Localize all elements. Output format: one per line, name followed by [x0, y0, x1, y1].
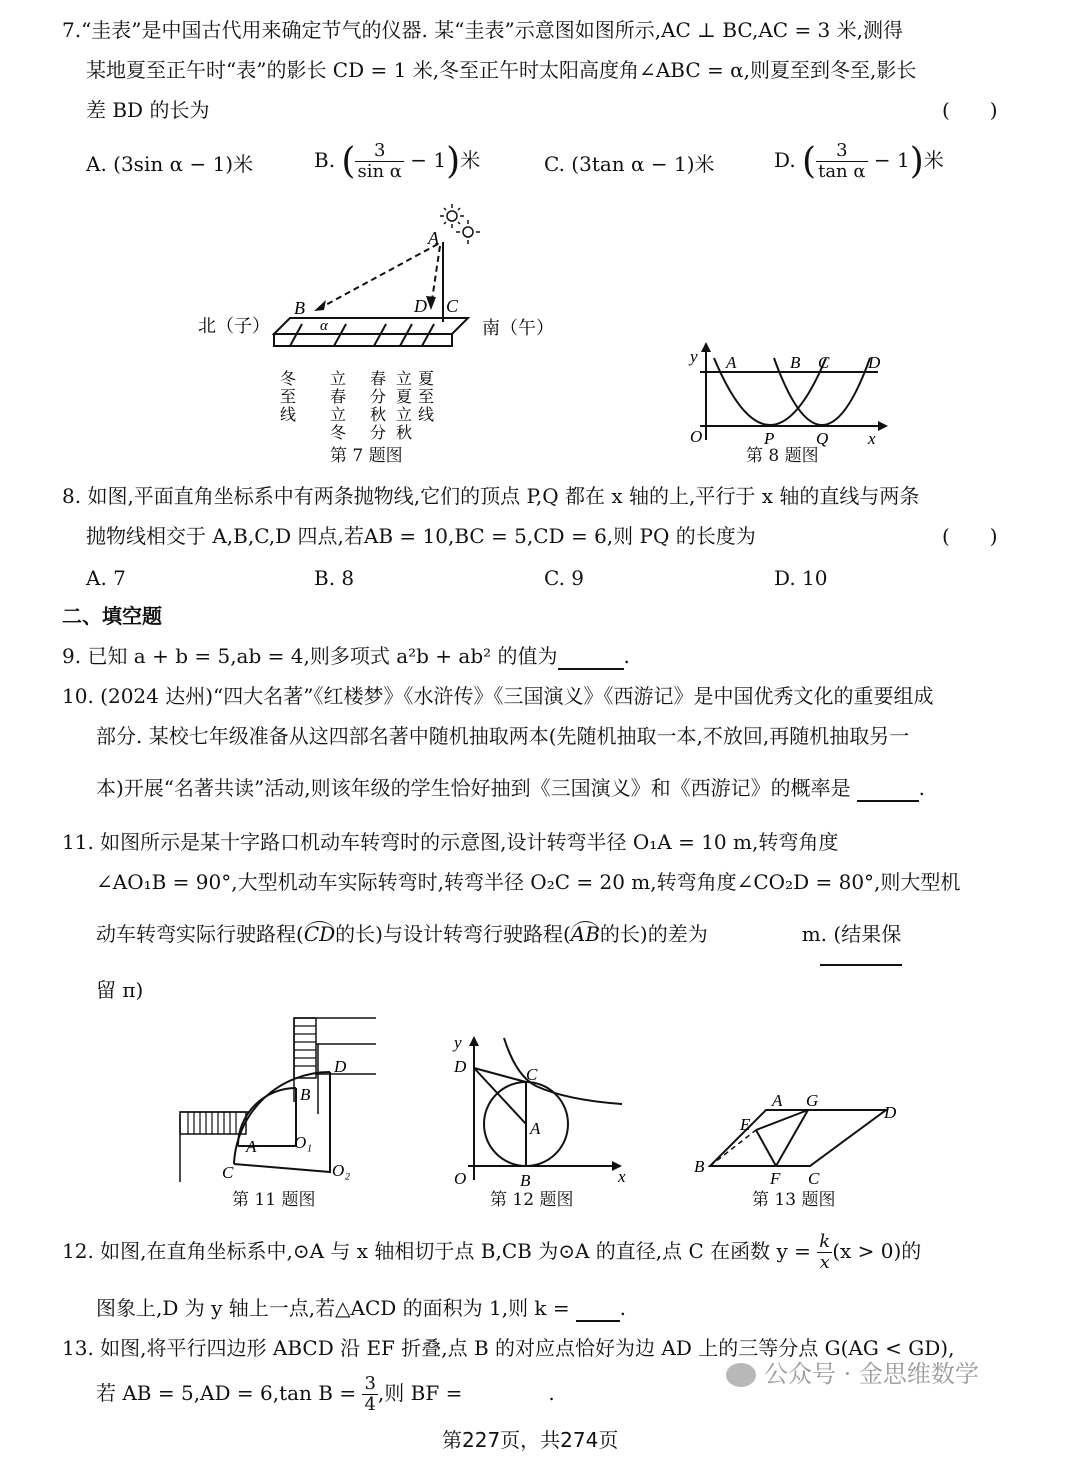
q7-figure [190, 200, 570, 470]
q12-segment-da [474, 1068, 526, 1124]
q8-label-x: x [868, 429, 876, 448]
q9-answer-blank[interactable] [558, 644, 624, 670]
q8-label-o: O [690, 427, 703, 446]
q8-label-b: B [790, 353, 801, 372]
q8-label-a: A [726, 353, 737, 372]
q12-label-b: B [520, 1171, 531, 1190]
q13-label-f: F [770, 1169, 781, 1188]
q11-label-o2: O₂ [332, 1161, 351, 1180]
q12-label-y: y [454, 1033, 462, 1052]
ground-plate [274, 318, 468, 334]
q13-parallelogram [710, 1110, 886, 1166]
q13-answer-blank[interactable] [468, 1381, 548, 1405]
q7-fig-alpha: α [320, 318, 328, 334]
q8-answer-paren: ( ) [942, 524, 998, 548]
q13-fraction: $\frac{3}{4}$ [364, 1373, 376, 1415]
q7-fig-label-summer: 夏至线 [415, 370, 433, 424]
q13-caption: 第 13 题图 [752, 1190, 836, 1210]
q7-line3: 差 BD 的长为 [86, 98, 210, 122]
q10-line3: 本)开展“名著共读”活动,则该年级的学生恰好抽到《三国演义》和《西游记》的概率是 . [96, 776, 925, 800]
q13-label-a: A [772, 1091, 783, 1110]
q11-line2: ∠AO₁B = 90°,大型机动车实际转弯时,转弯半径 O₂C = 20 m,转弯角度∠CO₂D = 80°,则大型机 [96, 870, 961, 894]
q9-text: 9. 已知 a + b = 5,ab = 4,则多项式 a²b + ab² 的值为 . [62, 644, 630, 668]
q13-line2: 若 AB = 5,AD = 6,tan B = $\frac{3}{4}$ ,则 BF = . [96, 1373, 555, 1415]
q11-label-d: D [334, 1057, 347, 1076]
q10-answer-blank[interactable] [857, 776, 919, 802]
q13-label-d: D [884, 1103, 897, 1122]
q7-line2: 某地夏至正午时“表”的影长 CD = 1 米,冬至正午时太阳高度角∠ABC = α,则夏至到冬至,影长 [86, 58, 917, 82]
q7-option-a: A. (3sin α − 1)米 [86, 152, 254, 176]
q13-dashed-be [710, 1130, 756, 1166]
q7-fig-north: 北（子） [198, 316, 270, 337]
q11-arc-ab: AB [570, 922, 600, 946]
q10-line1: 10. (2024 达州)“四大名著”《红楼梦》《水浒传》《三国演义》《西游记》是中国优秀文化的重要组成 [62, 684, 934, 708]
q7-fig-point-b: B [294, 298, 305, 318]
q7-option-b-label: B. [314, 148, 336, 173]
wechat-icon [726, 1363, 756, 1387]
q7-option-b: B. ( $\frac{3}{\text{sin α}}$ − 1)米 [314, 140, 481, 183]
q7-caption: 第 7 题图 [330, 446, 403, 466]
q8-figure [686, 340, 896, 450]
q11-line3: 动车转弯实际行驶路程(CD的长)与设计转弯行驶路程(AB的长)的差为 m. (结果保 [96, 922, 902, 946]
page-footer: 第227页，共274页 [442, 1428, 619, 1452]
q12-figure [446, 1030, 636, 1190]
q7-fig-south: 南（午） [482, 318, 554, 339]
q11-label-c: C [222, 1163, 234, 1182]
q11-label-o1: O₁ [294, 1133, 313, 1152]
q12-fraction: $\frac{k}{x}$ [819, 1231, 831, 1273]
q13-label-e: E [740, 1115, 751, 1134]
q7-line1: 7.“圭表”是中国古代用来确定节气的仪器. 某“圭表”示意图如图所示,AC ⊥ BC,AC = 3 米,测得 [62, 18, 903, 42]
q11-line1: 11. 如图所示是某十字路口机动车转弯时的示意图,设计转弯半径 O₁A = 10 m,转弯角度 [62, 830, 839, 854]
q12-line2: 图象上,D 为 y 轴上一点,若△ACD 的面积为 1,则 k = . [96, 1296, 627, 1320]
q13-label-c: C [808, 1169, 820, 1188]
q12-answer-blank[interactable] [576, 1296, 620, 1322]
q13-fg [776, 1110, 808, 1166]
watermark: 公众号 · 金思维数学 [726, 1360, 979, 1389]
q11-answer-underline [820, 964, 902, 966]
q12-label-x: x [618, 1167, 626, 1186]
q8-label-p: P [764, 429, 775, 448]
q11-radius-o2 [234, 1072, 330, 1172]
q8-option-c: C. 9 [544, 566, 585, 590]
q11-caption: 第 11 题图 [232, 1190, 316, 1210]
q8-line1: 8. 如图,平面直角坐标系中有两条抛物线,它们的顶点 P,Q 都在 x 轴的上,平行于 x 轴的直线与两条 [62, 484, 920, 508]
q7-option-d: D. ( $\frac{3}{\text{tan α}}$ − 1)米 [774, 140, 944, 183]
q7-option-b-fraction: $\frac{3}{\text{sin α}}$ [357, 140, 402, 183]
q8-option-a: A. 7 [86, 566, 126, 590]
q7-option-c: C. (3tan α − 1)米 [544, 152, 715, 176]
q7-fig-label-lichun: 立春立冬 [327, 370, 345, 442]
q13-label-b: B [694, 1157, 705, 1176]
q7-option-d-fraction: $\frac{3}{\text{tan α}}$ [818, 140, 866, 183]
q12-line1: 12. 如图,在直角坐标系中,⊙A 与 x 轴相切于点 B,CB 为⊙A 的直径,点 C 在函数 y = $\frac{k}{x}$ (x > 0)的 [62, 1231, 922, 1273]
q11-label-b: B [300, 1085, 311, 1104]
q13-fold-ef [756, 1130, 776, 1166]
q12-label-a: A [530, 1119, 541, 1138]
q12-label-d: D [454, 1057, 467, 1076]
q11-arc-cd: CD [303, 922, 336, 946]
q7-fig-label-chunfen: 春分秋分 [367, 370, 385, 442]
q7-fig-point-c: C [446, 296, 459, 316]
q8-label-d: D [868, 353, 881, 372]
q12-caption: 第 12 题图 [490, 1190, 574, 1210]
q11-figure [176, 1014, 386, 1189]
q7-fig-point-d: D [414, 296, 427, 316]
q8-line2: 抛物线相交于 A,B,C,D 四点,若AB = 10,BC = 5,CD = 6,则 PQ 的长度为 [86, 524, 756, 548]
q12-label-o: O [454, 1169, 467, 1188]
q8-caption: 第 8 题图 [746, 446, 819, 466]
q10-line2: 部分. 某校七年级准备从这四部名著中随机抽取两本(先随机抽取一本,不放回,再随机抽取另一 [96, 724, 910, 748]
q7-fig-label-lixia: 立夏立秋 [393, 370, 411, 442]
q7-option-d-label: D. [774, 148, 796, 173]
q8-option-d: D. 10 [774, 566, 828, 590]
summer-ray [432, 246, 440, 300]
q8-label-c: C [818, 353, 830, 372]
q7-answer-paren: ( ) [942, 98, 998, 122]
q11-label-a: A [246, 1137, 257, 1156]
q7-fig-point-a: A [428, 228, 439, 248]
q12-hyperbola [504, 1038, 622, 1104]
q13-figure [690, 1086, 910, 1190]
q12-label-c: C [526, 1065, 538, 1084]
q7-fig-label-winter: 冬至线 [277, 370, 295, 424]
q11-answer-blank[interactable] [714, 922, 796, 946]
q13-line1: 13. 如图,将平行四边形 ABCD 沿 EF 折叠,点 B 的对应点恰好为边 AD 上的三等分点 G(AG < GD), [62, 1336, 955, 1360]
q13-label-g: G [806, 1091, 819, 1110]
q8-option-b: B. 8 [314, 566, 355, 590]
sun-icon [440, 204, 464, 228]
q11-line4: 留 π) [96, 978, 144, 1002]
q8-label-y: y [690, 347, 698, 366]
section-title-fill-blank: 二、填空题 [62, 604, 162, 628]
q8-label-q: Q [816, 429, 829, 448]
